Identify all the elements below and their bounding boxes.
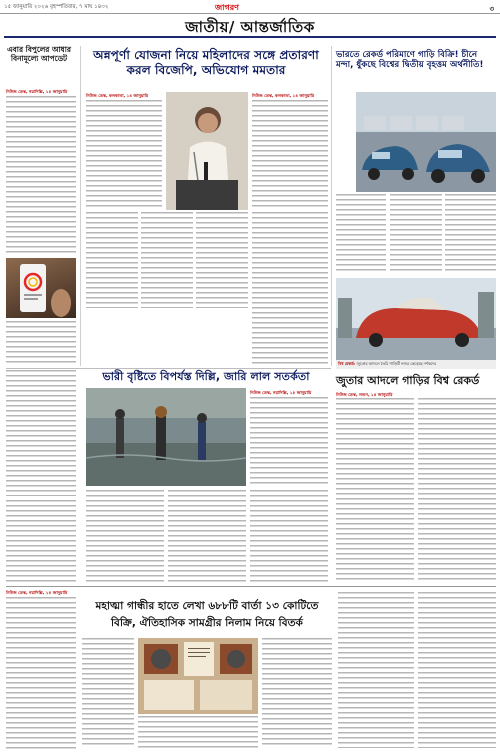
newspaper-brand: জাগরণ bbox=[215, 3, 239, 12]
cars-photo bbox=[356, 92, 496, 192]
annapurna-body-col5 bbox=[196, 212, 248, 308]
caption-label: বিশ্ব রেকর্ড: bbox=[338, 361, 356, 366]
gandhi-headline-line1: মহাত্মা গান্ধীর হাতে লেখা ৬৮৮টি বার্তা ১৩ কোটিতে bbox=[95, 600, 319, 612]
cars-body-col3 bbox=[445, 194, 496, 274]
cars-body-col2 bbox=[390, 194, 442, 274]
story-divider bbox=[6, 586, 496, 587]
annapurna-body-col4 bbox=[141, 212, 193, 308]
story-divider bbox=[6, 368, 331, 369]
shoes-headline: জুতার আদলে গাড়ির বিশ্ব রেকর্ড bbox=[336, 374, 480, 387]
speaker-at-podium-image bbox=[166, 92, 248, 210]
parked-cars-image bbox=[356, 92, 496, 192]
aadhaar-headline: এবার বিপুলের আধার বিনামূল্যে আপডেট bbox=[7, 45, 71, 63]
aadhaar-byline: নিউজ ডেস্ক, নয়াদিল্লি, ১৪ জানুয়ারি bbox=[6, 89, 68, 94]
rain-headline: ভারী বৃষ্টিতে বিপর্যস্ত দিল্লি, জারি লাল সতর্কতা bbox=[102, 370, 310, 383]
shoe-car-photo bbox=[336, 278, 496, 360]
section-rule bbox=[4, 36, 496, 38]
annapurna-body-col6 bbox=[252, 212, 328, 366]
rain-body-col1 bbox=[250, 397, 328, 487]
gandhi-body-col2 bbox=[82, 638, 134, 748]
aadhaar-body-cont bbox=[6, 321, 76, 365]
section-title: জাতীয়/ আন্তর্জাতিক bbox=[185, 18, 315, 36]
cars-headline: ভারতে রেকর্ড পরিমাণে গাড়ি বিক্রি! চীনে মন্দা, ধুঁকছে বিশ্বের দ্বিতীয় বৃহত্তম অর্থনীতি! bbox=[336, 50, 484, 71]
shoes-body-col2 bbox=[418, 398, 496, 582]
shoes-byline: নিউজ ডেস্ক, লন্ডন, ১৪ জানুয়ারি bbox=[336, 392, 393, 397]
annapurna-body-col1 bbox=[86, 100, 162, 208]
column-divider bbox=[80, 46, 81, 366]
annapurna-body-col3 bbox=[86, 212, 138, 308]
shoe-shaped-car-image bbox=[336, 278, 496, 360]
shoe-car-caption bbox=[336, 360, 496, 369]
section-header bbox=[0, 15, 500, 37]
flood-photo bbox=[86, 388, 246, 486]
column-divider bbox=[331, 46, 332, 366]
annapurna-headline: অন্নপূর্ণা যোজনা নিয়ে মহিলাদের সঙ্গে প্রতারণা করল বিজেপি, অভিযোগ মমতার bbox=[93, 48, 319, 77]
mamata-photo bbox=[166, 92, 248, 210]
annapurna-byline: নিউজ ডেস্ক, কলকাতা, ১৪ জানুয়ারি bbox=[86, 93, 149, 98]
page-number: ৩ bbox=[489, 5, 494, 13]
waterlogged-street-image bbox=[86, 388, 246, 486]
annapurna-body-col2 bbox=[252, 100, 328, 208]
rain-body-col2 bbox=[86, 490, 164, 582]
aadhaar-body bbox=[6, 96, 76, 256]
rain-body-col3 bbox=[168, 490, 246, 582]
gandhi-body-col4 bbox=[262, 638, 332, 748]
gandhi-body-col6 bbox=[418, 592, 496, 748]
handwritten-letters-image bbox=[138, 638, 258, 714]
rain-byline: নিউজ ডেস্ক, নয়াদিল্লি, ১৪ জানুয়ারি bbox=[250, 390, 312, 395]
masthead-bar bbox=[0, 0, 500, 14]
aadhaar-photo bbox=[6, 258, 76, 318]
issue-date: ১৫ জানুয়ারি ২০২৬ বৃহস্পতিবার, ৭ মাঘ ১৪৩২ bbox=[4, 4, 109, 10]
gandhi-body-col5 bbox=[338, 592, 414, 748]
caption-text: জুতোর আদলে তৈরি গাড়িটি নজর কেড়েছে দর্শকদের bbox=[356, 361, 437, 366]
annapurna-byline-2: নিউজ ডেস্ক, কলকাতা, ১৪ জানুয়ারি bbox=[252, 93, 315, 98]
cars-body-col1 bbox=[336, 194, 386, 274]
left-column-body-cont bbox=[6, 500, 76, 582]
gandhi-headline-line2: বিক্রি, ঐতিহাসিক সামগ্রীর নিলাম নিয়ে বিতর্ক bbox=[111, 617, 303, 629]
gandhi-letters-photo bbox=[138, 638, 258, 714]
gandhi-byline: নিউজ ডেস্ক, নয়াদিল্লি, ১৪ জানুয়ারি bbox=[6, 590, 68, 595]
gandhi-body-col1 bbox=[6, 597, 76, 749]
left-column-body bbox=[6, 370, 76, 496]
shoes-body-col1 bbox=[336, 398, 414, 582]
gandhi-body-col3 bbox=[138, 716, 258, 748]
phone-with-aadhaar-image bbox=[6, 258, 76, 318]
rain-body-col4 bbox=[250, 490, 328, 582]
